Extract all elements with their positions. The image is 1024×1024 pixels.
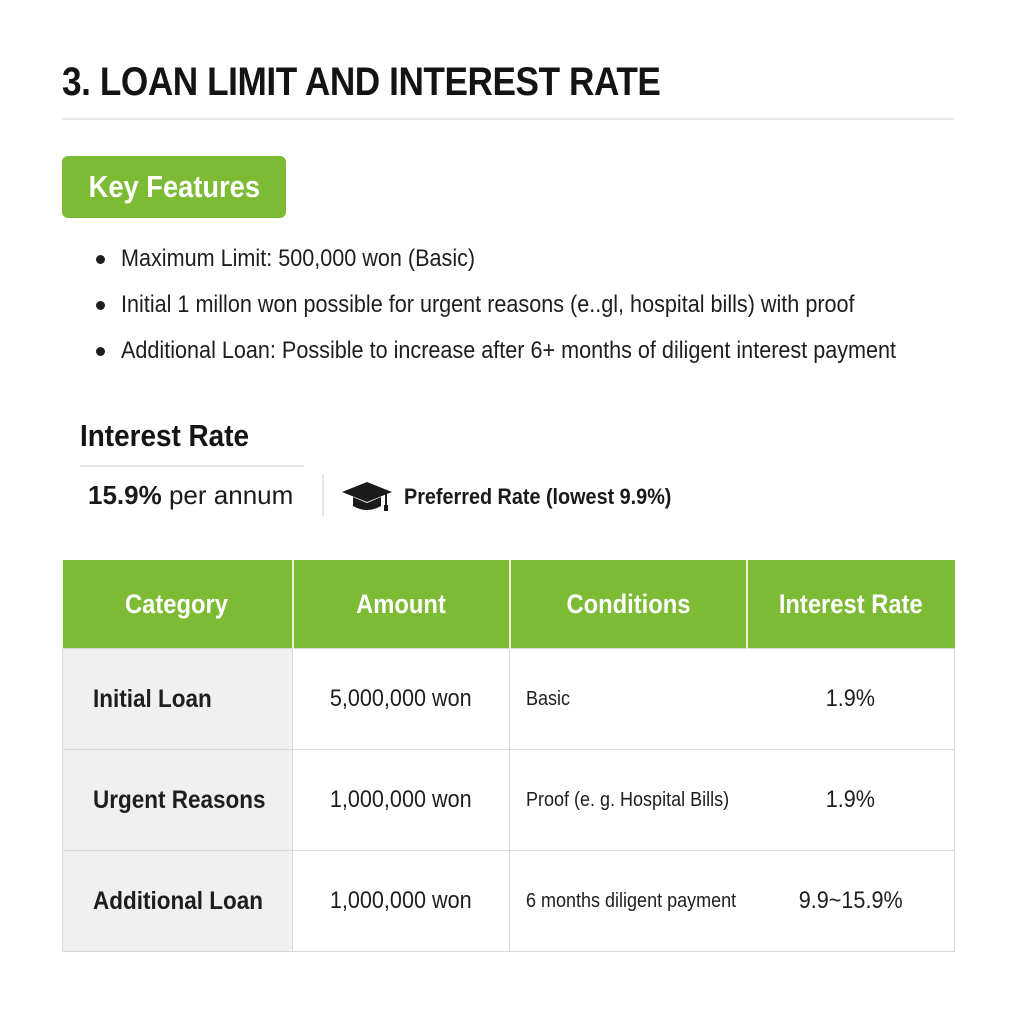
rate-percent: 15.9% — [88, 480, 162, 510]
interest-rate-cell: 1.9% — [747, 750, 955, 851]
key-features-label: Key Features — [88, 169, 260, 204]
column-header-category: Category — [63, 560, 293, 649]
interest-rate-cell: 1.9% — [747, 649, 955, 750]
category-cell: Urgent Reasons — [63, 750, 293, 851]
column-header-amount: Amount — [293, 560, 510, 649]
feature-text: Additional Loan: Possible to increase after 6+ months of diligent interest payment — [121, 337, 897, 364]
interest-rate-heading: Interest Rate — [80, 418, 250, 453]
list-item — [96, 282, 982, 328]
table-row — [63, 851, 955, 952]
feature-text: Initial 1 millon won possible for urgent reasons (e..gl, hospital bills) with proof — [121, 291, 855, 318]
amount-cell: 1,000,000 won — [293, 851, 510, 952]
rate-unit: per annum — [168, 480, 294, 510]
bullet-icon — [96, 255, 105, 264]
interest-rate-divider — [80, 465, 304, 467]
preferred-rate — [340, 478, 701, 516]
bullet-icon — [96, 301, 105, 310]
category-cell: Additional Loan — [63, 851, 293, 952]
conditions-cell: Proof (e. g. Hospital Bills) — [510, 750, 747, 851]
amount-cell: 5,000,000 won — [293, 649, 510, 750]
interest-rate-cell: 9.9~15.9% — [747, 851, 955, 952]
bullet-icon — [96, 347, 105, 356]
preferred-rate-text: Preferred Rate (lowest 9.9%) — [404, 484, 672, 509]
conditions-cell: 6 months diligent payment — [510, 851, 747, 952]
key-features-badge — [62, 156, 286, 218]
conditions-cell: Basic — [510, 649, 747, 750]
category-cell: Initial Loan — [63, 649, 293, 750]
feature-text: Maximum Limit: 500,000 won (Basic) — [121, 245, 476, 272]
vertical-divider — [322, 474, 324, 516]
loan-table — [62, 560, 955, 952]
column-header-interest-rate: Interest Rate — [747, 560, 955, 649]
table-header-row — [63, 560, 955, 649]
table-row — [63, 750, 955, 851]
amount-cell: 1,000,000 won — [293, 750, 510, 851]
interest-rate-value — [88, 480, 293, 511]
key-features-list — [96, 236, 982, 374]
graduation-cap-icon — [340, 478, 394, 516]
column-header-conditions: Conditions — [510, 560, 747, 649]
list-item — [96, 236, 982, 282]
table-row — [63, 649, 955, 750]
title-divider — [62, 118, 954, 120]
list-item — [96, 328, 982, 374]
page-title: 3. LOAN LIMIT AND INTEREST RATE — [62, 60, 661, 104]
